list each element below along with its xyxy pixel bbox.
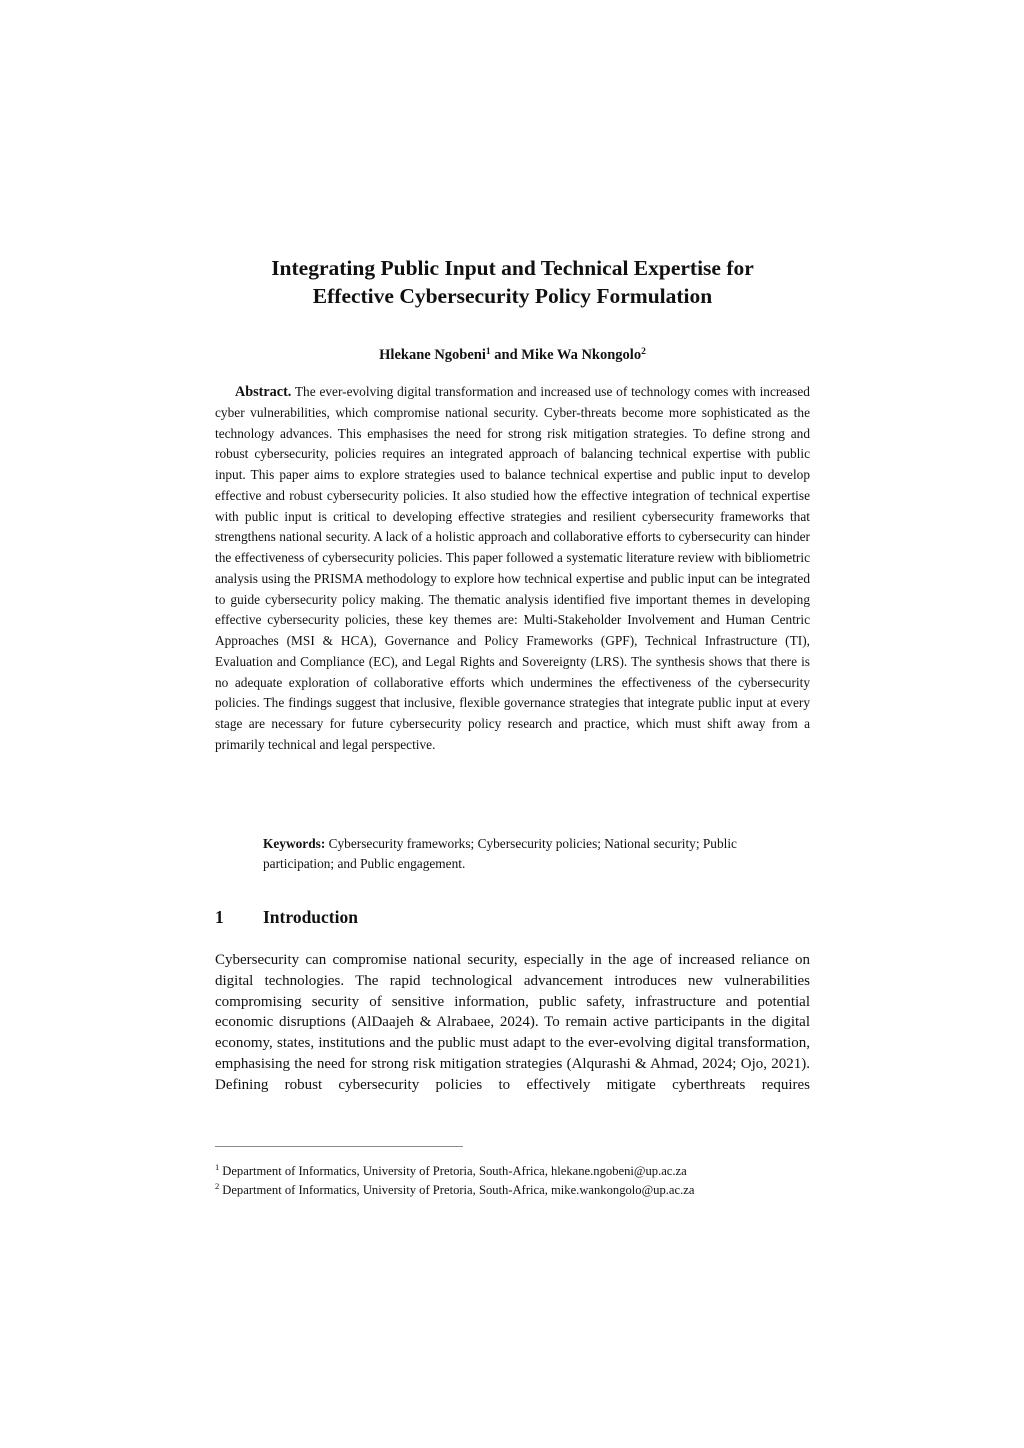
footnote-mark-2: 2 [215,1181,220,1191]
introduction-paragraph: Cybersecurity can compromise national security, especially in the age of increased reliance on digital technologies. The rapid technological advancement introduces new vulnerabilities compromising security of sensitive information, public safety, infrastructure and potential economic disruptions (AlDaajeh & Alrabaee, 2024). To remain active participants in the digital economy, states, institutions and the public must adapt to the ever-evolving digital transformation, emphasising the need for strong risk mitigation strategies (Alqurashi & Ahmad, 2024; Ojo, 2021). Defining robust cybersecurity policies to effectively mitigate cyberthreats requires [215,952,810,1093]
author-list [215,342,810,365]
footnote-divider [215,1146,463,1147]
author-conjunction: and [490,347,522,363]
keywords-paragraph [263,834,743,873]
section-heading-introduction [215,905,810,929]
footnote-2 [215,1177,825,1199]
paper-title-line-1: Integrating Public Input and Technical Expertise for [271,256,754,280]
keywords-text: Cybersecurity frameworks; Cybersecurity policies; National security; Public participation; and Public engagement. [263,836,737,871]
author-affiliation-mark-2: 2 [641,347,646,357]
author-name-2: Mike Wa Nkongolo [521,347,642,363]
footnote-text-2: Department of Informatics, University of Pretoria, South-Africa, mike.wankongolo@up.ac.za [222,1183,695,1197]
paper-title [215,254,810,310]
keywords-label: Keywords: [263,836,326,851]
section-title: Introduction [263,907,358,927]
abstract-label: Abstract. [235,384,292,400]
abstract-paragraph [215,382,810,756]
abstract-text: The ever-evolving digital transformation and increased use of technology comes with increased cyber vulnerabilities, which compromise national security. Cyber-threats become more sophisticated as the technology advances. This emphasises the need for strong risk mitigation strategies. To define strong and robust cybersecurity, policies requires an integrated approach of balancing technical expertise with public input. This paper aims to explore strategies used to balance technical expertise and public input to develop effective and robust cybersecurity policies. It also studied how the effective integration of technical expertise with public input is critical to developing effective strategies and resilient cybersecurity frameworks that strengthens national security. A lack of a holistic approach and collaborative efforts to cybersecurity can hinder the effectiveness of cybersecurity policies. This paper followed a systematic literature review with bibliometric analysis using the PRISMA methodology to explore how technical expertise and public input can be integrated to guide cybersecurity policy making. The thematic analysis identified five important themes in developing effective cybersecurity policies, these key themes are: Multi-Stakeholder Involvement and Human Centric Approaches (MSI & HCA), Governance and Policy Frameworks (GPF), Technical Infrastructure (TI), Evaluation and Compliance (EC), and Legal Rights and Sovereignty (LRS). The synthesis shows that there is no adequate exploration of collaborative efforts which undermines the effectiveness of the cybersecurity policies. The findings suggest that inclusive, flexible governance strategies that integrate public input at every stage are necessary for future cybersecurity policy research and practice, which must shift away from a primarily technical and legal perspective. [215,384,810,752]
footnote-text-1: Department of Informatics, University of Pretoria, South-Africa, hlekane.ngobeni@up.ac.za [222,1164,687,1178]
section-number: 1 [215,907,224,927]
author-name-1: Hlekane Ngobeni [379,347,486,363]
author-affiliation-mark-1: 1 [485,347,491,357]
footnote-mark-1: 1 [215,1162,220,1172]
paper-title-line-2: Effective Cybersecurity Policy Formulation [312,284,713,308]
